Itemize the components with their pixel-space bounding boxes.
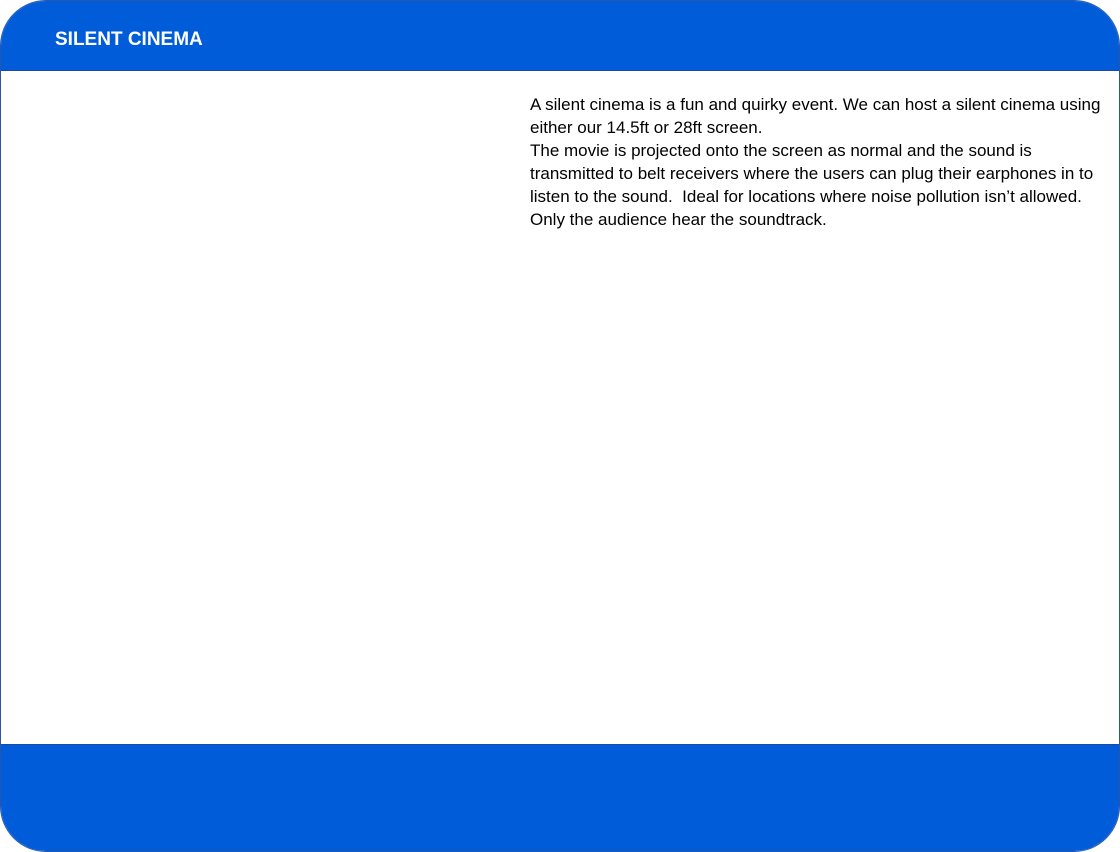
header-bar <box>1 1 1119 71</box>
content-area <box>1 71 1119 744</box>
description-paragraph-1: A silent cinema is a fun and quirky event. We can host a silent cinema using either our 14.5ft or 28ft screen. <box>530 95 1106 137</box>
description-text <box>530 93 1115 231</box>
description-paragraph-2: The movie is projected onto the screen as normal and the sound is transmitted to belt receivers where the users can plug their earphones in to listen to the sound. Ideal for locations where noise pollution isn’t allowed. Only the audience hear the soundtrack. <box>530 141 1098 229</box>
page-title: SILENT CINEMA <box>55 29 203 50</box>
footer-bar <box>1 744 1119 852</box>
image-placeholder <box>1 71 521 744</box>
